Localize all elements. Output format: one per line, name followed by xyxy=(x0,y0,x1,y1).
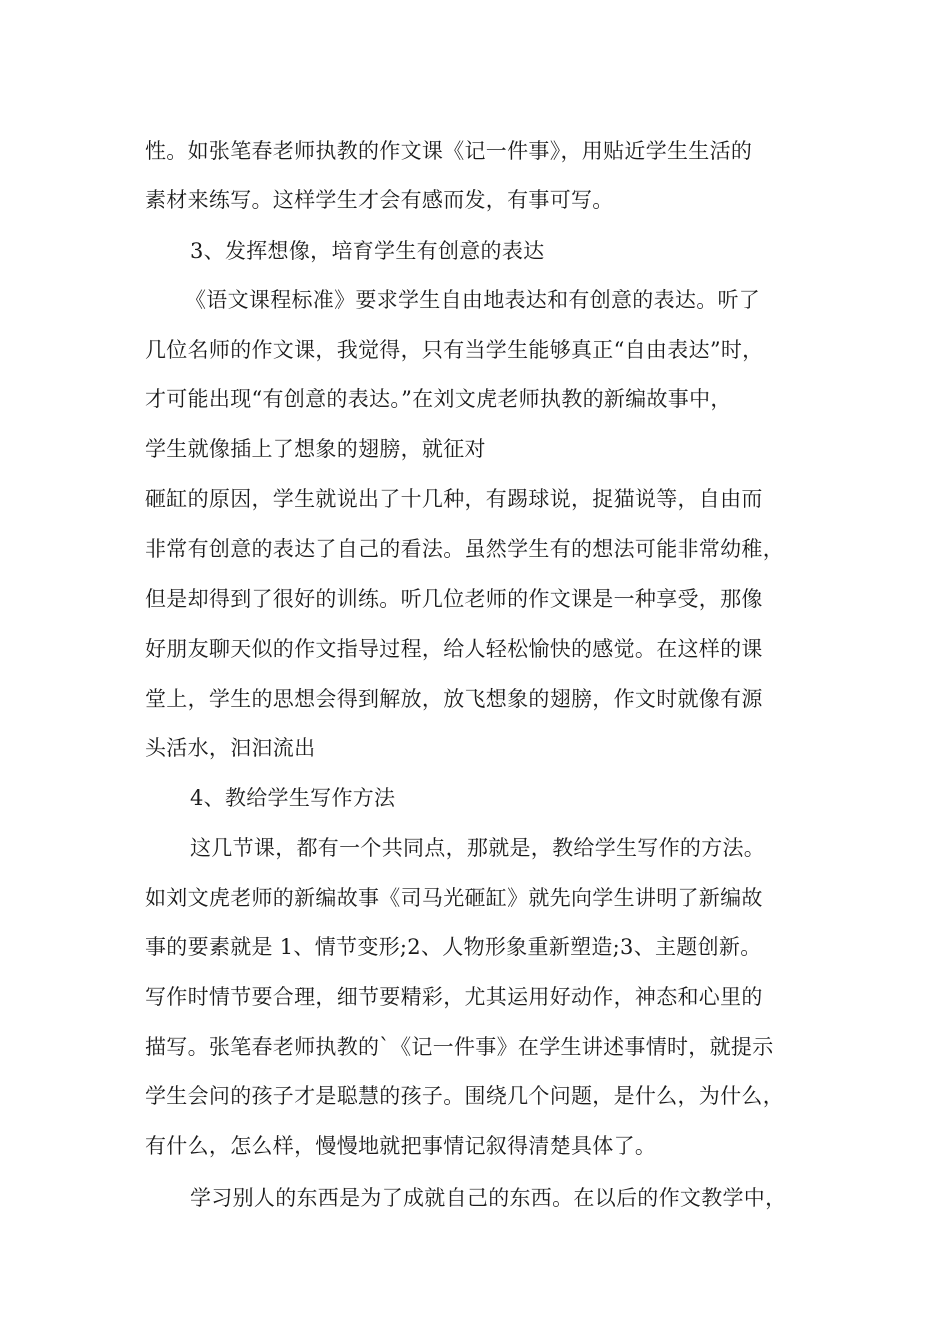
text-line: 学生就像插上了想象的翅膀，就征对 xyxy=(145,437,486,461)
text-line: 《语文课程标准》要求学生自由地表达和有创意的表达。听了 xyxy=(185,288,761,312)
text-line: 性。如张笔春老师执教的作文课《记一件事》，用贴近学生生活的 xyxy=(145,139,753,163)
text-line: 如刘文虎老师的新编故事《司马光砸缸》就先向学生讲明了新编故 xyxy=(145,886,763,910)
text-line: 好朋友聊天似的作文指导过程，给人轻松愉快的感觉。在这样的课 xyxy=(145,637,763,661)
text-line: 几位名师的作文课，我觉得，只有当学生能够真正“自由表达”时， xyxy=(145,338,764,362)
text-line: 头活水，汩汩流出 xyxy=(145,736,316,760)
text-line: 学习别人的东西是为了成就自己的东西。在以后的作文教学中， xyxy=(190,1186,787,1210)
section-heading: 3、发挥想像，培育学生有创意的表达 xyxy=(190,239,545,263)
text-line: 但是却得到了很好的训练。听几位老师的作文课是一种享受，那像 xyxy=(145,587,763,611)
text-line: 有什么，怎么样，慢慢地就把事情记叙得清楚具体了。 xyxy=(145,1134,657,1158)
text-line: 写作时情节要合理，细节要精彩，尤其运用好动作，神态和心里的 xyxy=(145,985,763,1009)
text-line: 非常有创意的表达了自己的看法。虽然学生有的想法可能非常幼稚， xyxy=(145,537,784,561)
text-line: 砸缸的原因，学生就说出了十几种，有踢球说，捉猫说等，自由而 xyxy=(145,487,763,511)
text-line: 堂上，学生的思想会得到解放，放飞想象的翅膀，作文时就像有源 xyxy=(145,687,763,711)
text-line: 学生会问的孩子才是聪慧的孩子。围绕几个问题，是什么，为什么， xyxy=(145,1084,784,1108)
text-line: 才可能出现“有创意的表达。”在刘文虎老师执教的新编故事中， xyxy=(145,387,732,411)
text-line: 素材来练写。这样学生才会有感而发，有事可写。 xyxy=(145,188,614,212)
text-line: 描写。张笔春老师执教的`《记一件事》在学生讲述事情时，就提示 xyxy=(145,1035,774,1059)
text-line: 这几节课，都有一个共同点，那就是，教给学生写作的方法。 xyxy=(190,836,766,860)
text-line: 事的要素就是 1、情节变形;2、人物形象重新塑造;3、主题创新。 xyxy=(145,935,762,959)
section-heading: 4、教给学生写作方法 xyxy=(190,786,396,810)
